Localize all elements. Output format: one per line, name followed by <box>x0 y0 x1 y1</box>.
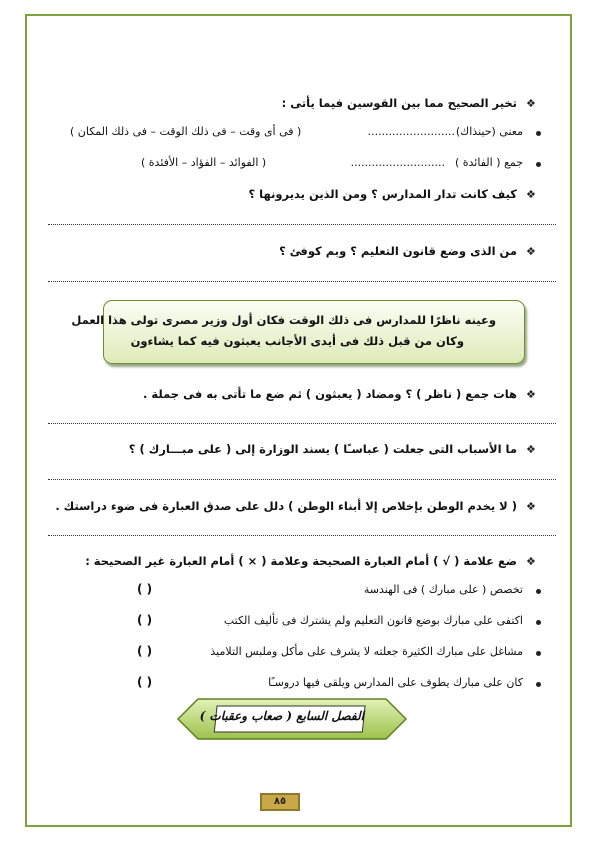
bullet-dot-icon <box>536 589 541 594</box>
bullet-diamond-icon: ❖ <box>526 500 536 513</box>
answer-blank[interactable]: ........................... <box>350 156 445 169</box>
item-options: ( فى أى وقت – فى ذلك الوقت – فى ذلك المكان ) <box>70 125 302 138</box>
answer-line[interactable] <box>48 535 556 536</box>
answer-mark-box[interactable]: ( ) <box>137 675 153 689</box>
question-title: ضع علامة ( √ ) أمام العبارة الصحيحة وعلامة ( × ) أمام العبارة غير الصحيحة : <box>85 554 517 568</box>
passage-line: وعينه ناظرًا للمدارس فى ذلك الوقت فكان أول وزير مصرى تولى هذا العمل <box>71 313 496 327</box>
bullet-dot-icon <box>536 682 541 687</box>
question-text: كيف كانت تدار المدارس ؟ ومن الذين يديرونها ؟ <box>248 187 517 201</box>
statement-text: مشاغل على مبارك الكثيرة جعلته لا يشرف على مأكل وملبس التلاميذ <box>210 645 523 658</box>
chapter-title: الفصل السابع ( صعاب وعقبات ) <box>199 709 364 723</box>
bullet-diamond-icon: ❖ <box>526 388 536 401</box>
answer-mark-box[interactable]: ( ) <box>137 582 153 596</box>
bullet-dot-icon <box>536 651 541 656</box>
chapter-banner <box>176 697 408 741</box>
answer-line[interactable] <box>48 479 556 480</box>
passage-line: وكان من قبل ذلك فى أيدى الأجانب يعبثون فيه كما يشاءون <box>130 334 464 348</box>
answer-mark-box[interactable]: ( ) <box>137 644 153 658</box>
statement-text: كان على مبارك يطوف على المدارس ويلقى فيها دروسـًا <box>268 676 523 689</box>
item-prompt: جمع ( الفائدة ) <box>454 156 523 169</box>
bullet-dot-icon <box>536 620 541 625</box>
question-text: ( لا يخدم الوطن بإخلاص إلا أبناء الوطن ) دلل على صدق العبارة فى ضوء دراستك . <box>55 499 517 513</box>
item-options: ( الفوائد – الفؤاد – الأفئدة ) <box>141 156 267 169</box>
bullet-diamond-icon: ❖ <box>526 555 536 568</box>
statement-text: اكتفى على مبارك بوضع قانون التعليم ولم يشترك فى تأليف الكتب <box>223 614 523 627</box>
item-prompt: معنى (حينذاك) <box>455 125 523 138</box>
bullet-diamond-icon: ❖ <box>526 245 536 258</box>
page-number-badge: ٨٥ <box>260 793 300 811</box>
statement-text: تخصص ( على مبارك ) فى الهندسة <box>363 583 523 596</box>
bullet-dot-icon <box>536 162 541 167</box>
bullet-diamond-icon: ❖ <box>526 188 536 201</box>
bullet-diamond-icon: ❖ <box>526 97 536 110</box>
answer-mark-box[interactable]: ( ) <box>137 613 153 627</box>
bullet-dot-icon <box>536 131 541 136</box>
quoted-passage-box <box>71 300 525 364</box>
bullet-diamond-icon: ❖ <box>526 443 536 456</box>
question-text: من الذى وضع قانون التعليم ؟ وبم كوفئ ؟ <box>279 244 517 258</box>
question-text: ما الأسباب التى جعلت ( عباسـًا ) يسند الوزارة إلى ( على مبـــارك ) ؟ <box>128 442 517 456</box>
answer-line[interactable] <box>48 224 556 225</box>
question-text: هات جمع ( ناظر ) ؟ ومضاد ( يعبثون ) ثم ضع ما تأتى به فى جملة . <box>143 387 517 401</box>
question-title: تخير الصحيح مما بين القوسين فيما يأتى : <box>281 96 517 110</box>
answer-line[interactable] <box>48 281 556 282</box>
answer-line[interactable] <box>48 423 556 424</box>
answer-blank[interactable]: ......................... <box>367 125 455 138</box>
